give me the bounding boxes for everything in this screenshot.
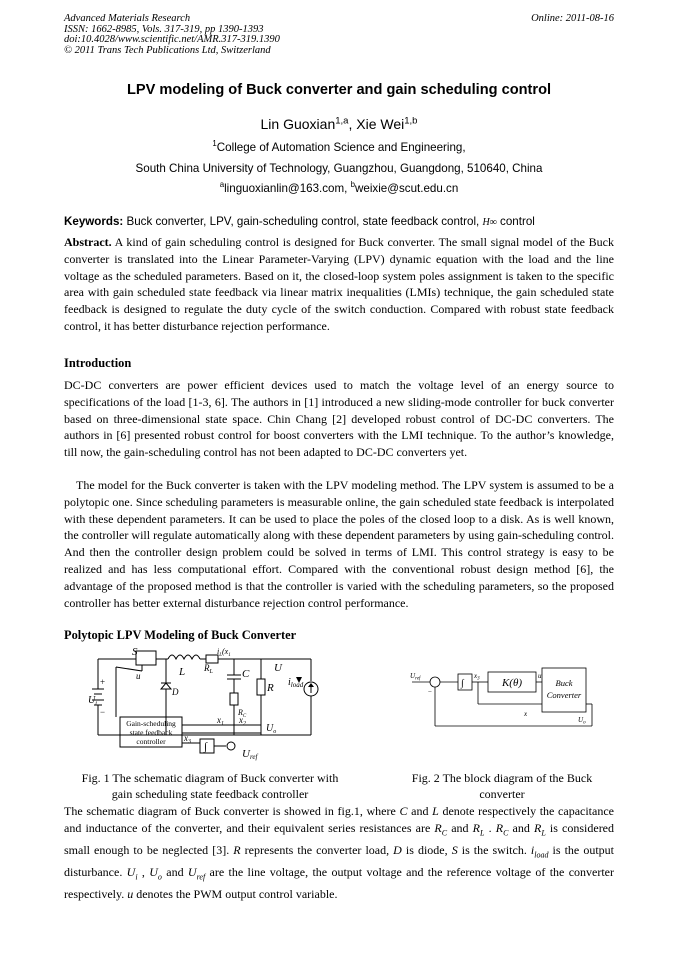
fig2-label-buck: Buck [555,678,573,688]
figure-2-caption [382,770,622,802]
keywords-tail: control [496,215,535,228]
controller-label-1: Gain-scheduling [126,719,176,728]
inductor-coil [168,655,200,659]
fig1-label-U: U [274,662,282,674]
fig2-caption-line-1: Fig. 2 The block diagram of the Buck [411,771,593,785]
switch-symbol [136,651,156,665]
keywords-label: Keywords: [64,215,124,228]
fig1-caption-line-1: Fig. 1 The schematic diagram of Buck converter with [81,771,339,785]
journal-doi: doi:10.4028/www.scientific.net/AMR.317-319.1390 [64,34,280,45]
fig1-label-C: C [242,668,250,680]
figure-1-caption [60,770,360,802]
email-a: linguoxianlin@163.com, [224,182,351,195]
email-line [0,182,678,195]
fig1-label-L: L [179,666,186,678]
author-sep: , [348,116,357,132]
journal-name: Advanced Materials Research [64,13,191,24]
email-a-sup: a [219,180,225,190]
fig2-label-x: x [524,710,528,718]
figure-1-circuit [86,645,336,765]
fig1-label-x2: $x_2$ [239,715,246,727]
fig2-label-Uo: $U_o$ [578,716,586,726]
abstract-text: A kind of gain scheduling control is designed for Buck converter. The small signal model of the Buck converter is translated into the Linear Parameter-Varying (LPV) dynamic equation with the load and the line voltage as the scheduled parameters. Based on it, the closed-loop system poles assignment is taken to the specific area with gain scheduled state feedback via linear matrix inequalities (LMIs) technique, the gain scheduled state feedback is designed to regulate the duty cycle of the switch conduction. Compared with robust state feedback control, it has better disturbance rejection performance. [64,235,614,333]
fig2-minus: − [428,688,432,696]
keywords-hinf: H∞ [482,217,497,228]
paper-title: LPV modeling of Buck converter and gain scheduling control [126,82,552,98]
affiliation-line-1 [0,141,678,154]
author-2: Xie Wei [356,116,405,132]
inductor-resistor [206,655,218,663]
current-arrow [308,683,314,687]
fig2-caption-line-2: converter [479,787,525,801]
email-b: weixie@scut.edu.cn [355,182,459,195]
fig1-label-RC: $R_C$ [238,708,247,719]
author-2-sup: 1,b [404,115,418,127]
summing-junction [227,742,235,750]
fig2-integrator-symbol: ∫ [461,678,464,689]
fig1-label-iload: $i_{load}$ [288,677,304,689]
fig1-label-u: u [136,671,141,681]
keywords [64,215,624,228]
affil-sup: 1 [212,139,217,149]
fig1-label-iL: $i_L(x_1$ [217,647,231,658]
fig2-label-u: u [538,672,542,680]
fig2-summing-junction [430,677,440,687]
intro-paragraph-2: The model for the Buck converter is taken with the LPV modeling method. The LPV system is assumed to be a polytopic one. Since scheduling parameters is measurable online, the gain scheduled state feedback is interpolated with these dependent parameters. It can be used to place the poles of the closed loop to a disk. As is well known, the controller will regulate automatically along with these dependent parameters by using gain-scheduling control. And then the controller design problem could be solved in terms of LMI. This control strategy is easy to be realized and has less computational effort. Compared with the conventional robust design method [6], the advantage of the proposed method is that the controller is varied with the scheduling parameters, so the proposed controller has better external disturbance rejection control performance. [64,478,614,610]
fig1-label-Uref: Uref [242,748,258,761]
integrator-symbol: ∫ [204,741,208,753]
fig2-label-Uref: $U_{ref}$ [410,672,421,682]
affil-text-1: College of Automation Science and Engineering, [216,141,466,154]
online-date: Online: 2011-08-16 [531,13,614,24]
fig2-label-K: K(θ) [501,677,523,689]
author-1-sup: 1,a [335,115,349,127]
abstract-label: Abstract. [64,235,112,249]
controller-label-3: controller [136,737,166,746]
fig1-plus: + [100,677,106,687]
controller-label-2: state feedback [129,728,173,737]
fig1-label-R: R [267,682,274,694]
fig1-label-RL: $R_L$ [204,663,213,675]
diode-symbol [161,683,171,689]
fig1-label-x3: $x_3$ [184,733,191,745]
email-b-sup: b [350,180,355,190]
fig1-label-S: S [132,646,138,658]
fig2-label-converter: Converter [546,690,582,700]
figure-2-block-diagram [408,660,598,732]
body-paragraph-schematic: The schematic diagram of Buck converter is showed in fig.1, where C and L denote respectively the capacitance and inductance of the converter, and their equivalent series resistances are $R_C$ and $R_L$ . $R_C$ and $R_L$ is considered small enough to be neglected [3]. R represents the converter load, D is diode, S is the switch. $i_{load}$ is the output disturbance. $U_i$ , $U_o$ and $U_{ref}$ are the line voltage, the output voltage and the reference voltage of the converter respectively. u denotes the PWM output control variable. [64,804,615,902]
author-line [0,116,678,132]
fig1-label-Ui: $U_i$ [88,695,97,707]
fig1-caption-line-2: gain scheduling state feedback controller [111,787,309,801]
author-1: Lin Guoxian [260,116,336,132]
abstract [64,234,614,335]
fig1-minus: − [100,707,106,717]
journal-copyright: © 2011 Trans Tech Publications Ltd, Switzerland [64,44,271,56]
fig1-label-Uo: $U_o$ [266,723,277,735]
section-heading-introduction: Introduction [64,356,132,370]
load-resistor [257,679,265,695]
fig2-label-x3: $x_3$ [474,672,480,682]
fig1-label-x1: $x_1$ [217,715,224,727]
keywords-text: Buck converter, LPV, gain-scheduling control, state feedback control, [123,215,483,228]
section-heading-lpv: Polytopic LPV Modeling of Buck Converter [64,628,297,642]
intro-paragraph-1: DC-DC converters are power efficient devices used to match the voltage level of an energy source to specifications of the load [1-3, 6]. The authors in [1] introduced a new sliding-mode controller for buck converter based on three-dimensional state space. Chin Chang [2] developed robust control of DC-DC converters. The authors in [6] presented robust control for boost converters with the LMI technique. To the author’s knowledge, till now, the gain-scheduling control has not been adapted to DC-DC converters yet. [64,378,614,460]
capacitor-resistor [230,693,238,705]
journal-header [64,14,280,56]
journal-issn: ISSN: 1662-8985, Vols. 317-319, pp 1390-1393 [64,23,264,35]
affiliation-line-2: South China University of Technology, Guangzhou, Guangdong, 510640, China [135,162,543,175]
fig1-label-D: D [172,687,179,697]
